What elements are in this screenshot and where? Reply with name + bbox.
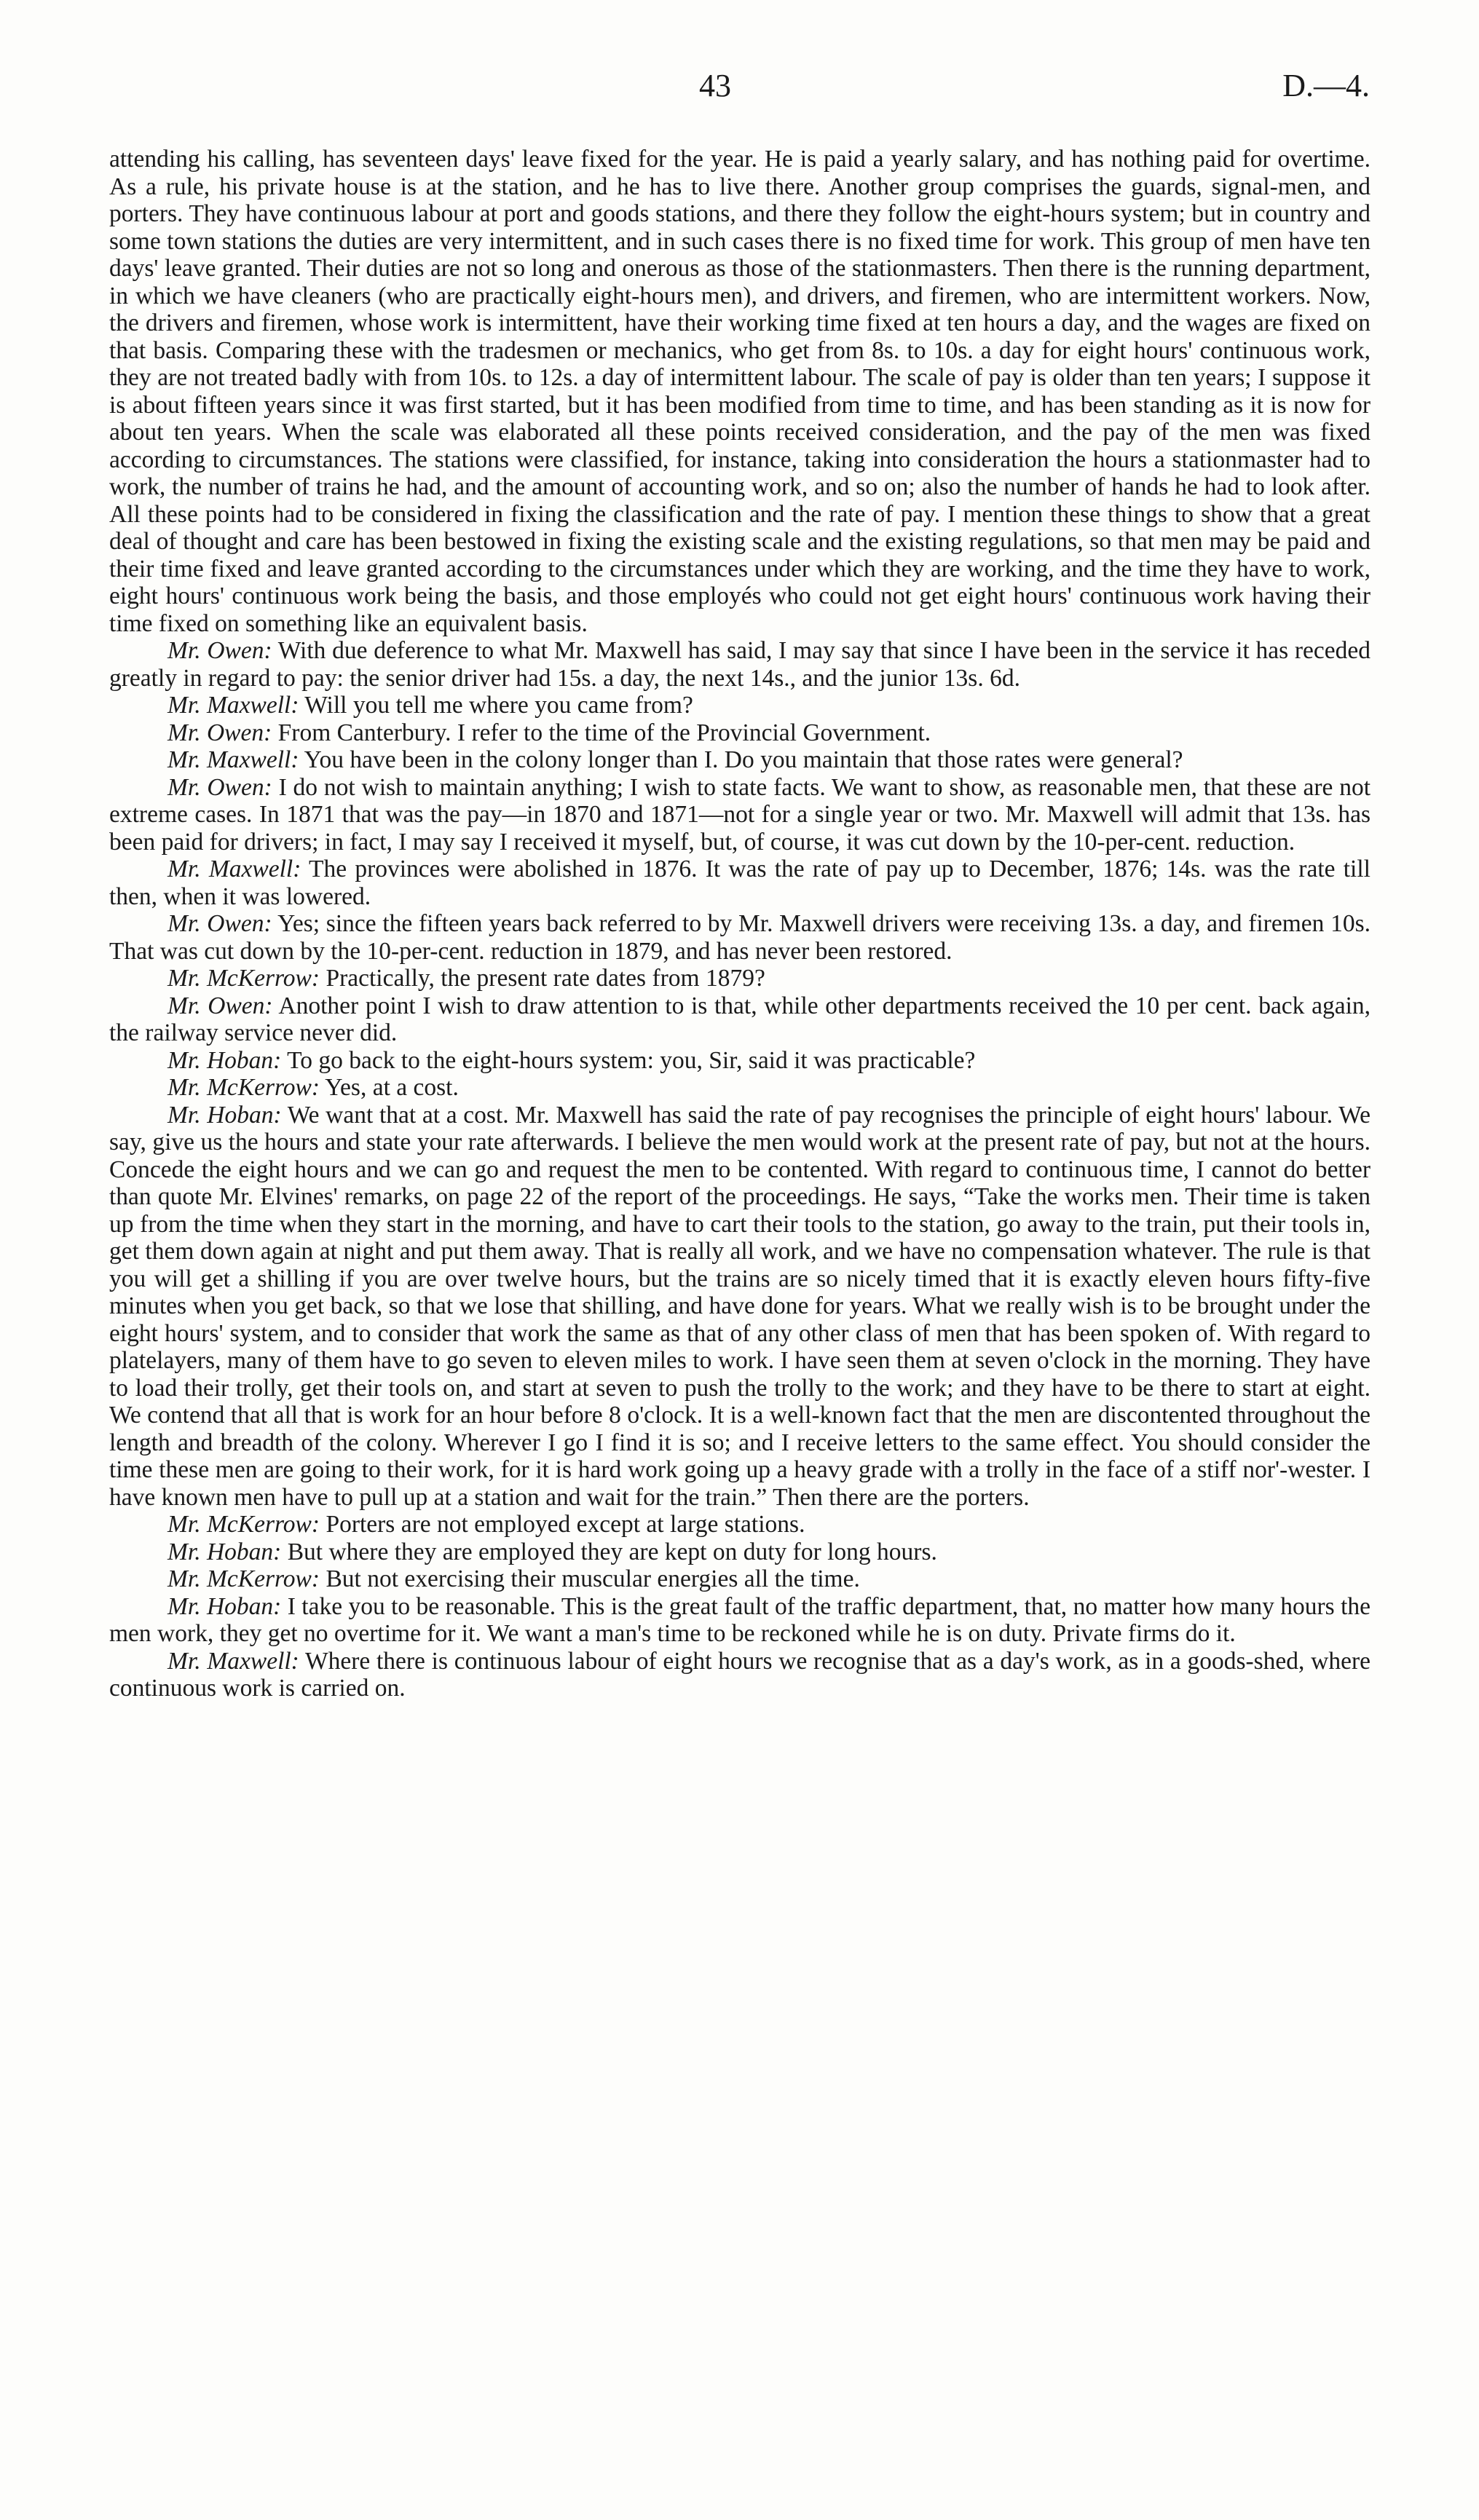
speaker: Mr. Hoban: [167,1538,282,1565]
exchange [109,637,1370,692]
speaker: Mr. McKerrow: [167,1074,320,1101]
exchange [109,910,1370,965]
speech-text: Yes, at a cost. [325,1074,459,1101]
exchange [109,992,1370,1047]
document-reference: D.—4. [1282,68,1370,103]
exchange [109,1047,1370,1075]
exchange [109,1539,1370,1566]
speaker: Mr. McKerrow: [167,1511,320,1538]
page-number: 43 [699,68,731,103]
speaker: Mr. Maxwell: [167,1647,299,1675]
speech-text: To go back to the eight-hours system: you, Sir, said it was practicable? [287,1046,976,1074]
exchange [109,1102,1370,1512]
speech-text: I do not wish to maintain anything; I wish to state facts. We want to show, as reasonable men, that these are not extreme cases. In 1871 that was the pay—in 1870 and 1871—not for a single year or two. Mr. Maxwell will admit that 13s. has been paid for drivers; in fact, I may say I received it myself, but, of course, it was cut down by the 10-per-cent. reduction. [109,773,1371,856]
exchange [109,746,1370,774]
speech-text: Where there is continuous labour of eight hours we recognise that as a day's work, as in a goods-shed, where continuous work is carried on. [109,1647,1370,1702]
speaker: Mr. Owen: [167,637,272,664]
exchange [109,856,1370,910]
exchange [109,1593,1370,1648]
speech-text: Will you tell me where you came from? [304,692,693,719]
speech-text: You have been in the colony longer than I. Do you maintain that those rates were general? [304,746,1183,773]
speech-text: I take you to be reasonable. This is the great fault of the traffic department, that, no matter how many hours the men work, they get no overtime for it. We want a man's time to be reckoned while he is on duty. Private firms do it. [109,1592,1371,1647]
speech-text: The provinces were abolished in 1876. It was the rate of pay up to December, 1876; 14s. was the rate till then, when it was lowered. [109,856,1370,910]
page-header [0,67,1479,111]
exchange [109,1648,1370,1702]
speaker: Mr. Owen: [167,992,273,1019]
speaker: Mr. Owen: [167,910,272,937]
speaker: Mr. Owen: [167,773,272,801]
speaker: Mr. Hoban: [167,1592,282,1620]
opening-paragraph: attending his calling, has seventeen days' leave fixed for the year. He is paid a yearly salary, and has nothing paid for overtime. As a rule, his private house is at the station, and he has to live there. Another group comprises the guards, signal-men, and porters. They have continuous labour at port and goods stations, and there they follow the eight-hours system; but in country and some town stations the duties are very intermittent, and in such cases there is no fixed time for work. This group of men have ten days' leave granted. Their duties are not so long and onerous as those of the stationmasters. Then there is the running department, in which we have cleaners (who are practically eight-hours men), and drivers, and firemen, who are intermittent workers. Now, the drivers and firemen, whose work is intermittent, have their working time fixed at ten hours a day, and the wages are fixed on that basis. Comparing these with the tradesmen or mechanics, who get from 8s. to 10s. a day for eight hours' continuous work, they are not treated badly with from 10s. to 12s. a day of intermittent labour. The scale of pay is older than ten years; I suppose it is about fifteen years since it was first started, but it has been modified from time to time, and has been standing as it is now for about ten years. When the scale was elaborated all these points received consideration, and the pay of the men was fixed according to circumstances. The stations were classified, for instance, taking into consideration the hours a stationmaster had to work, the number of trains he had, and the amount of accounting work, and so on; also the number of hands he had to look after. All these points had to be considered in fixing the classification and the rate of pay. I mention these things to show that a great deal of thought and care has been bestowed in fixing the existing scale and the existing regulations, so that men may be paid and their time fixed and leave granted according to the circumstances under which they are working, and the time they have to work, eight hours' continuous work being the basis, and those employés who could not get eight hours' continuous work having their time fixed on something like an equivalent basis. [109,146,1370,637]
speech-text: But not exercising their muscular energies all the time. [326,1565,860,1592]
speech-text: Yes; since the fifteen years back referred to by Mr. Maxwell drivers were receiving 13s. a day, and firemen 10s. That was cut down by the 10-per-cent. reduction in 1879, and has never been restored. [109,910,1370,965]
speaker: Mr. Hoban: [167,1101,282,1129]
speaker: Mr. Maxwell: [167,746,299,773]
speech-text: But where they are employed they are kept on duty for long hours. [287,1538,937,1565]
body-text [109,146,1370,1702]
speaker: Mr. Owen: [167,719,272,746]
speech-text: Another point I wish to draw attention to is that, while other departments received the 10 per cent. back again, the railway service never did. [109,992,1370,1046]
speech-text: From Canterbury. I refer to the time of the Provincial Government. [277,719,931,746]
speaker: Mr. Hoban: [167,1046,282,1074]
speech-text: Practically, the present rate dates from 1879? [326,965,765,992]
exchange [109,1565,1370,1593]
exchange [109,1074,1370,1102]
speaker: Mr. McKerrow: [167,1565,320,1592]
exchange [109,1511,1370,1539]
speaker: Mr. Maxwell: [167,856,301,882]
exchange [109,719,1370,747]
speech-text: With due deference to what Mr. Maxwell has said, I may say that since I have been in the service it has receded greatly in regard to pay: the senior driver had 15s. a day, the next 14s., and the junior 13s. 6d. [109,637,1370,692]
speech-text: Porters are not employed except at large stations. [326,1511,805,1538]
speech-text: We want that at a cost. Mr. Maxwell has said the rate of pay recognises the principle of eight hours' labour. We say, give us the hours and state your rate afterwards. I believe the men would work at the present rate of pay, but not at the hours. Concede the eight hours and we can go and request the men to be contented. With regard to continuous time, I cannot do better than quote Mr. Elvines' remarks, on page 22 of the report of the proceedings. He says, “Take the works men. Their time is taken up from the time when they start in the morning, and have to cart their tools to the station, go away to the train, put their tools in, get them down again at night and put them away. That is really all work, and we have no compensation whatever. The rule is that you will get a shilling if you are over twelve hours, but the trains are so nicely timed that it is exactly eleven hours fifty-five minutes when you get back, so that we lose that shilling, and have done for years. What we really wish is to be brought under the eight hours' system, and to consider that work the same as that of any other class of men that has been spoken of. With regard to platelayers, many of them have to go seven to eleven miles to work. I have seen them at seven o'clock in the morning. They have to load their trolly, get their tools on, and start at seven to push the trolly to the work; and they have to be there to start at eight. We contend that all that is work for an hour before 8 o'clock. It is a well-known fact that the men are discontented throughout the length and breadth of the colony. Wherever I go I find it is so; and I receive letters to the same effect. You should consider the time these men are going to their work, for it is hard work going up a heavy grade with a trolly in the face of a stiff nor'-wester. I have known men have to pull up at a station and wait for the train.” Then there are the porters. [109,1101,1370,1511]
exchange [109,774,1370,856]
exchange [109,692,1370,719]
exchange [109,965,1370,992]
speaker: Mr. McKerrow: [167,965,320,992]
speaker: Mr. Maxwell: [167,692,299,719]
